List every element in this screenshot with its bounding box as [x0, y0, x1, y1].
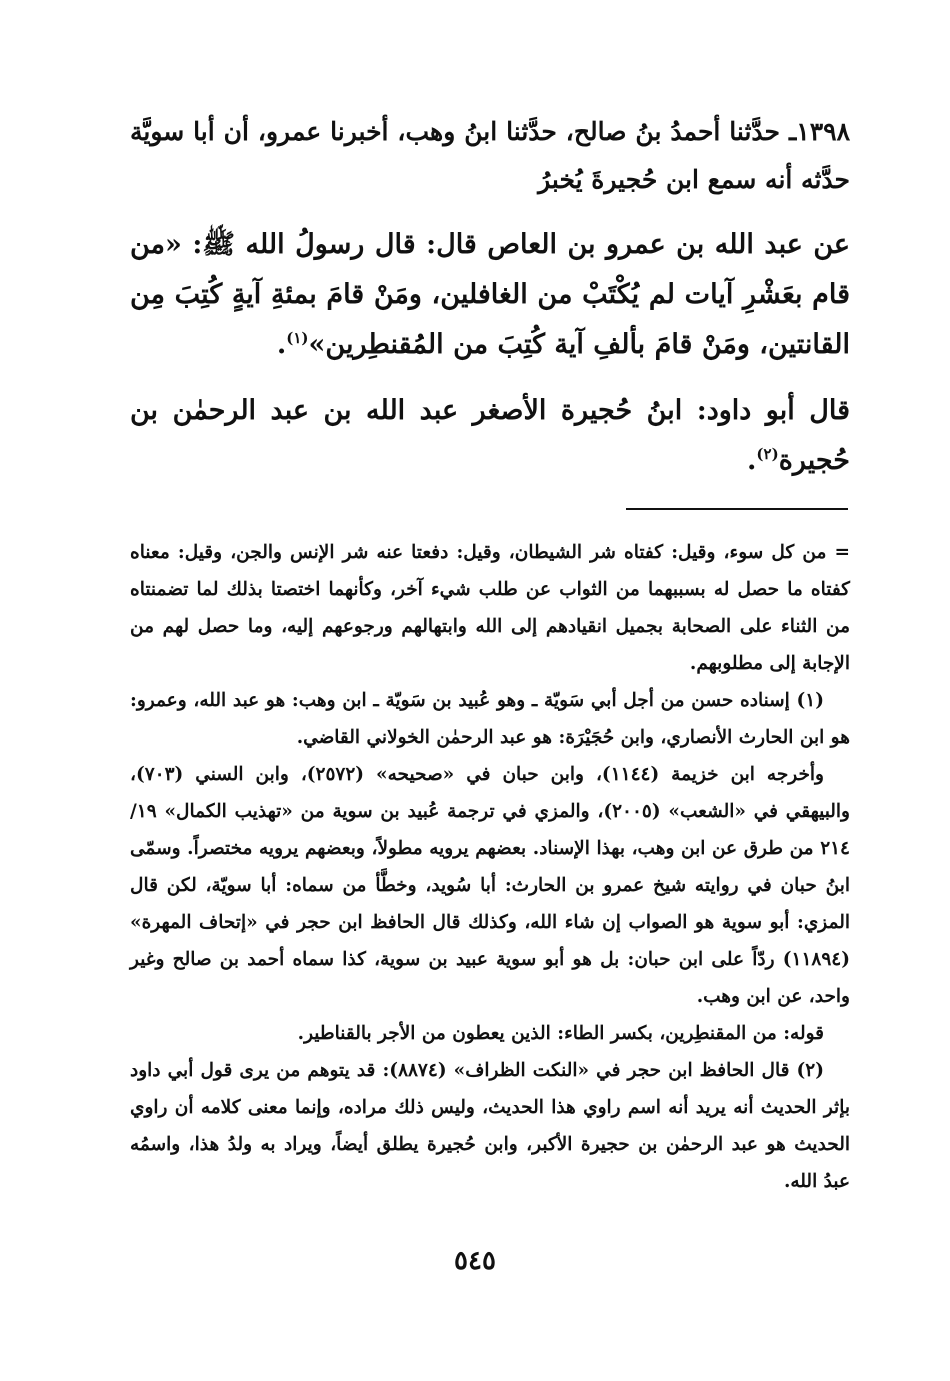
footnote-ref-1: (١) [286, 329, 309, 347]
page-number: ٥٤٥ [454, 1246, 496, 1276]
footnote-ref-2: (٢) [756, 445, 779, 463]
footnotes [130, 534, 850, 1200]
footnote-1-word: قوله: من المقنطِرين، بكسر الطاء: الذين يعطون من الأجر بالقناطير. [297, 1023, 824, 1044]
footnote-1-isnad: (١) إسناده حسن من أجل أبي سَويّة ـ وهو عُبيد بن سَويّة ـ ابن وهب: هو عبد الله، وعمرو: هو ابن الحارث الأنصاري، وابن حُجَيْرَة: هو عبد الرحمٰن الخولاني القاضي. [130, 690, 850, 748]
footnote-1-takhrij: وأخرجه ابن خزيمة (١١٤٤)، وابن حبان في «صحيحه» (٢٥٧٢)، وابن السني (٧٠٣)، والبيهقي في «الشعب» (٢٠٠٥)، والمزي في ترجمة عُبيد بن سوية من «تهذيب الكمال» ١٩/ ٢١٤ من طرق عن ابن وهب، بهذا الإسناد. بعضهم يرويه مطولاً، وبعضهم يرويه مختصراً. وسمّى ابنُ حبان في روايته شيخ عمرو بن الحارث: أبا سُويد، وخطَّأ من سماه: أبا سويّة، لكن قال المزي: أبو سوية هو الصواب إن شاء الله، وكذلك قال الحافظ ابن حجر في «إتحاف المهرة» (١١٨٩٤) ردّاً على ابن حبان: بل هو أبو سوية عبيد بن سوية، كذا سماه أحمد بن صالح وغير واحد، عن ابن وهب. [130, 764, 850, 1007]
footnote-divider [626, 508, 848, 510]
end-mark: . [276, 329, 287, 360]
abu-dawud-note [130, 386, 850, 486]
footnote-continuation: = من كل سوء، وقيل: كفتاه شر الشيطان، وقيل: دفعتا عنه شر الإنس والجن، وقيل: معناه كفتاه ما حصل له بسببهما من الثواب عن طلب شيء آخر، وكأنهما اختصتا بذلك لما تضمنتاه من الثناء على الصحابة بجميل انقيادهم إلى الله وابتهالهم ورجوعهم إليه، وما حصل لهم من الإجابة إلى مطلوبهم. [130, 542, 850, 674]
hadith-text: عن عبد الله بن عمرو بن العاص قال: قال رسولُ الله ﷺ: «من قام بعَشْرِ آيات لم يُكْتَبْ من الغافلين، ومَنْ قامَ بمئةِ آيةٍ كُتِبَ مِن القانتين، ومَنْ قامَ بألفِ آية كُتِبَ من المُقنطِرين» [130, 229, 850, 360]
hadith-chain: ١٣٩٨ـ حدَّثنا أحمدُ بنُ صالح، حدَّثنا ابنُ وهب، أخبرنا عمرو، أن أبا سويَّة حدَّثه أنه سمع ابن حُجيرةَ يُخبرُ [130, 117, 850, 194]
main-text [130, 108, 850, 486]
hadith-body [130, 220, 850, 370]
abu-dawud-text: قال أبو داود: ابنُ حُجيرة الأصغر عبد الله بن عبد الرحمٰن بن حُجيرة [130, 395, 850, 476]
footnote-2: (٢) قال الحافظ ابن حجر في «النكت الظراف» (٨٨٧٤): قد يتوهم من يرى قول أبي داود بإثر الحديث أنه يريد أنه اسم راوي هذا الحديث، وليس ذلك مراده، وإنما معنى كلامه أن راوي الحديث هو عبد الرحمٰن بن حجيرة الأكبر، وابن حُجيرة يطلق أيضاً، ويراد به ولدُ هذا، واسمُه عبدُ الله. [130, 1060, 850, 1192]
end-mark-2: . [747, 445, 757, 476]
